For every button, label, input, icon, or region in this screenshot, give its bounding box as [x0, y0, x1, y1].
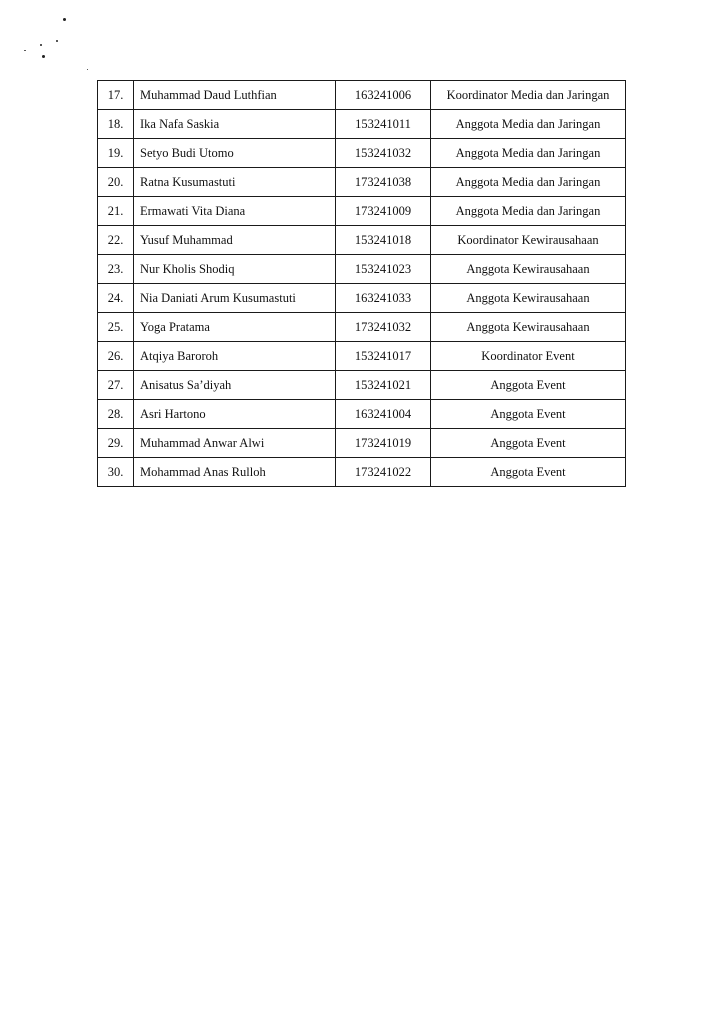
row-number: 20.: [98, 168, 134, 197]
table-row: [98, 168, 626, 197]
member-name: Mohammad Anas Rulloh: [134, 458, 336, 487]
member-role: Anggota Media dan Jaringan: [431, 168, 626, 197]
row-number: 25.: [98, 313, 134, 342]
row-number: 28.: [98, 400, 134, 429]
table-row: [98, 429, 626, 458]
scan-speck: [24, 50, 26, 51]
member-name: Yoga Pratama: [134, 313, 336, 342]
member-nim: 173241038: [336, 168, 431, 197]
member-role: Anggota Media dan Jaringan: [431, 139, 626, 168]
member-name: Ika Nafa Saskia: [134, 110, 336, 139]
member-nim: 173241022: [336, 458, 431, 487]
row-number: 18.: [98, 110, 134, 139]
member-nim: 163241006: [336, 81, 431, 110]
row-number: 23.: [98, 255, 134, 284]
member-role: Anggota Kewirausahaan: [431, 255, 626, 284]
scan-speck: [42, 55, 45, 58]
member-role: Koordinator Media dan Jaringan: [431, 81, 626, 110]
table-row: [98, 139, 626, 168]
member-nim: 163241033: [336, 284, 431, 313]
member-role: Anggota Event: [431, 429, 626, 458]
member-role: Koordinator Kewirausahaan: [431, 226, 626, 255]
member-role: Anggota Kewirausahaan: [431, 284, 626, 313]
table-row: [98, 81, 626, 110]
scan-speck: [63, 18, 66, 21]
scan-speck: [87, 69, 88, 70]
member-nim: 153241011: [336, 110, 431, 139]
member-name: Muhammad Anwar Alwi: [134, 429, 336, 458]
member-role: Anggota Event: [431, 458, 626, 487]
row-number: 27.: [98, 371, 134, 400]
table-row: [98, 110, 626, 139]
members-table: [97, 80, 626, 487]
member-nim: 153241023: [336, 255, 431, 284]
member-name: Ermawati Vita Diana: [134, 197, 336, 226]
member-nim: 163241004: [336, 400, 431, 429]
member-nim: 153241018: [336, 226, 431, 255]
member-name: Nia Daniati Arum Kusumastuti: [134, 284, 336, 313]
member-role: Anggota Media dan Jaringan: [431, 197, 626, 226]
member-role: Anggota Event: [431, 400, 626, 429]
table-row: [98, 284, 626, 313]
row-number: 26.: [98, 342, 134, 371]
table-row: [98, 255, 626, 284]
member-name: Ratna Kusumastuti: [134, 168, 336, 197]
scan-speck: [56, 40, 58, 42]
table-row: [98, 197, 626, 226]
member-role: Anggota Media dan Jaringan: [431, 110, 626, 139]
member-role: Anggota Kewirausahaan: [431, 313, 626, 342]
row-number: 22.: [98, 226, 134, 255]
member-role: Koordinator Event: [431, 342, 626, 371]
member-role: Anggota Event: [431, 371, 626, 400]
member-nim: 173241019: [336, 429, 431, 458]
row-number: 29.: [98, 429, 134, 458]
table-row: [98, 371, 626, 400]
table-row: [98, 458, 626, 487]
row-number: 17.: [98, 81, 134, 110]
member-name: Asri Hartono: [134, 400, 336, 429]
table-row: [98, 342, 626, 371]
member-nim: 153241017: [336, 342, 431, 371]
row-number: 19.: [98, 139, 134, 168]
row-number: 24.: [98, 284, 134, 313]
row-number: 21.: [98, 197, 134, 226]
table-row: [98, 313, 626, 342]
member-nim: 173241032: [336, 313, 431, 342]
member-name: Atqiya Baroroh: [134, 342, 336, 371]
member-nim: 153241021: [336, 371, 431, 400]
member-nim: 173241009: [336, 197, 431, 226]
member-name: Nur Kholis Shodiq: [134, 255, 336, 284]
table-row: [98, 400, 626, 429]
member-nim: 153241032: [336, 139, 431, 168]
member-name: Setyo Budi Utomo: [134, 139, 336, 168]
row-number: 30.: [98, 458, 134, 487]
table-row: [98, 226, 626, 255]
member-name: Yusuf Muhammad: [134, 226, 336, 255]
member-name: Anisatus Sa’diyah: [134, 371, 336, 400]
scan-speck: [40, 44, 42, 46]
member-name: Muhammad Daud Luthfian: [134, 81, 336, 110]
